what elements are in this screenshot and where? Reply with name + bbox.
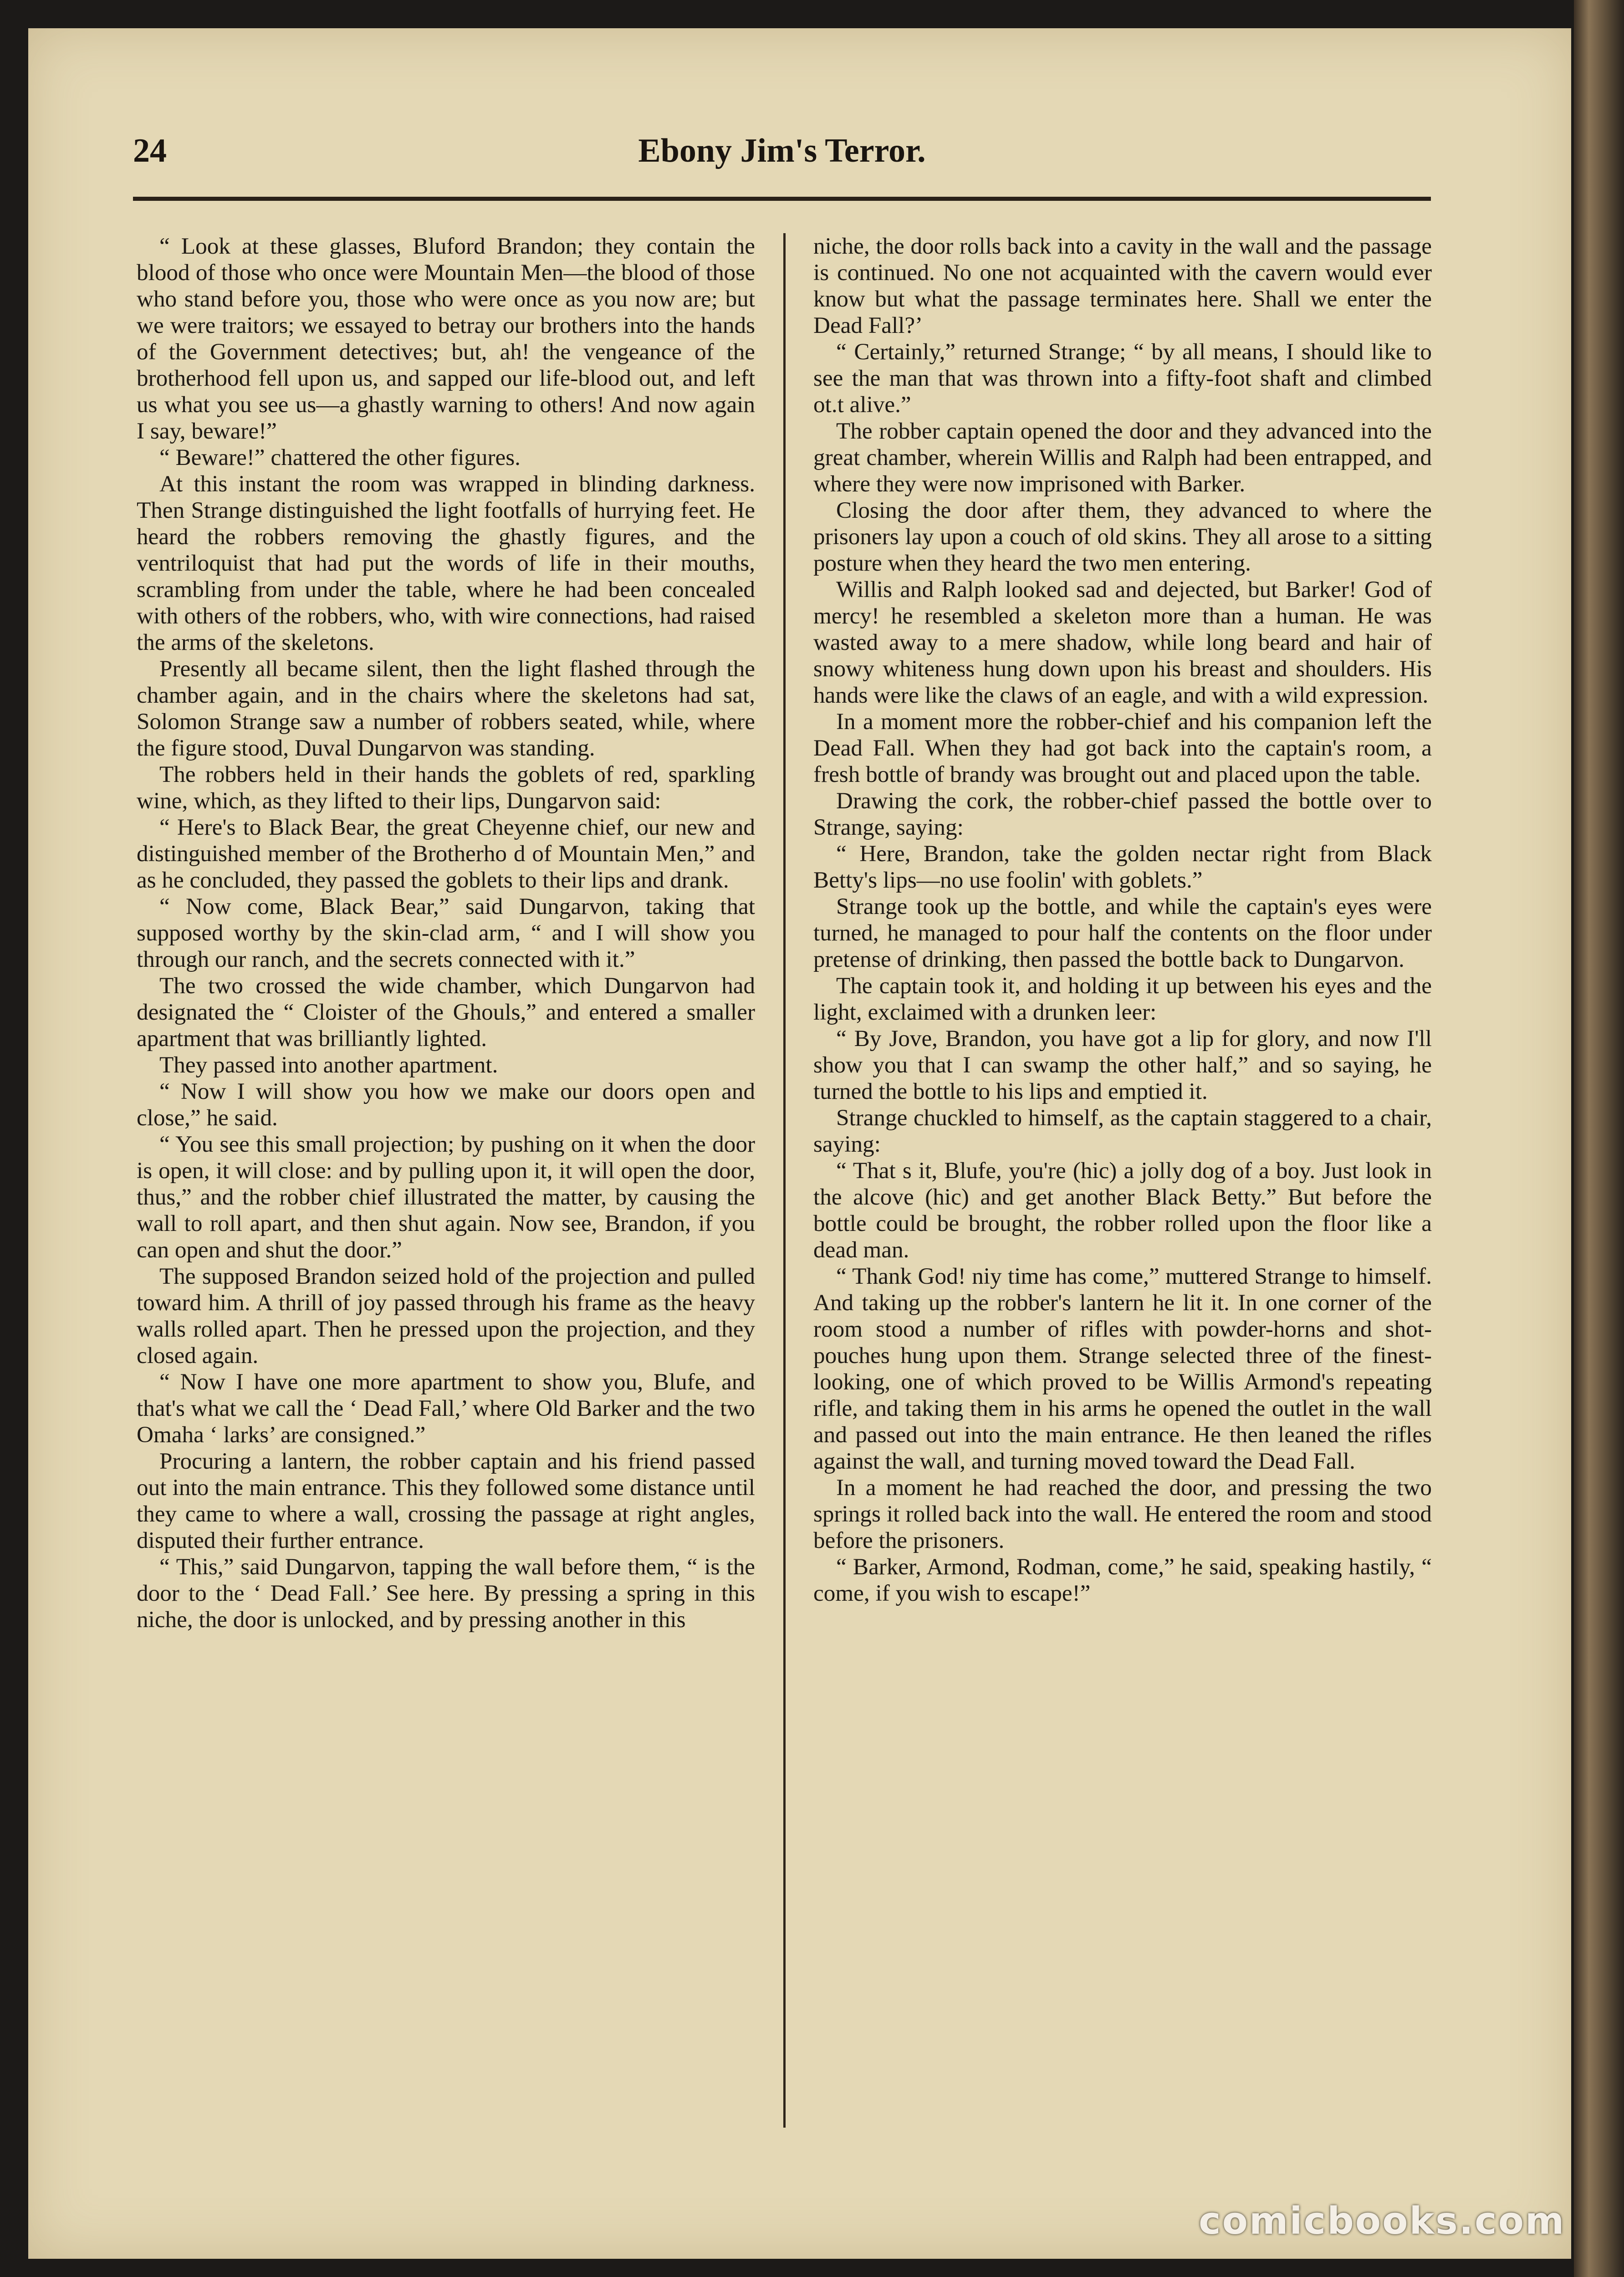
watermark-text: comicbooks.com — [1199, 2200, 1566, 2243]
paragraph: They passed into another apartment. — [159, 1052, 498, 1078]
paragraph: “ Barker, Armond, Rodman, come,” he said, speaking hastily, “ come, if you wish to escape!” — [813, 1554, 1432, 1606]
paragraph: “ You see this small projection; by pushing on it when the door is open, it will close: and by pulling upon it, it will open the door, thus,” and the robber chief illustrated the matter, by causing the wall to roll apart, and then shut again. Now see, Brandon, if you can open and shut the door.” — [137, 1131, 755, 1263]
left-column — [137, 233, 755, 2132]
paragraph: “ Beware!” chattered the other figures. — [159, 444, 521, 470]
paragraph: niche, the door rolls back into a cavity in the wall and the passage is continued. No one not acquainted with the cavern would ever know but what the passage terminates here. Shall we enter the Dead Fall?’ — [813, 233, 1432, 338]
paragraph: Procuring a lantern, the robber captain and his friend passed out into the main entrance. This they followed some distance until they came to where a wall, crossing the passage at right angles, disputed their further entrance. — [137, 1448, 755, 1553]
running-title: Ebony Jim's Terror. — [638, 132, 926, 169]
paragraph: “ Thank God! niy time has come,” muttered Strange to himself. And taking up the robber's lantern he lit it. In one corner of the room stood a number of rifles with powder-horns and shot-pouches hung upon them. Strange selected three of the finest-looking, one of which proved to be Willis Armond's repeating rifle, and taking them in his arms he opened the outlet in the wall and passed out into the main entrance. He then leaned the rifles against the wall, and turning moved toward the Dead Fall. — [813, 1263, 1432, 1474]
paragraph: The robbers held in their hands the goblets of red, sparkling wine, which, as they lifted to their lips, Dungarvon said: — [137, 761, 755, 814]
paragraph: At this instant the room was wrapped in blinding darkness. Then Strange distinguished the light footfalls of hurrying feet. He heard the robbers removing the ghastly figures, and the ventriloquist that had put the words of life in their mouths, scrambling from under the table, where he had been concealed with others of the robbers, who, with wire connections, had raised the arms of the skeletons. — [137, 471, 755, 655]
paragraph: Strange chuckled to himself, as the captain staggered to a chair, saying: — [813, 1105, 1432, 1157]
paragraph: “ By Jove, Brandon, you have got a lip for glory, and now I'll show you that I can swamp the other half,” and so saying, he turned the bottle to his lips and emptied it. — [813, 1026, 1432, 1104]
paragraph: “ Now come, Black Bear,” said Dungarvon, taking that supposed worthy by the skin-clad arm, “ and I will show you through our ranch, and the secrets connected with it.” — [137, 893, 755, 972]
paragraph: Willis and Ralph looked sad and dejected, but Barker! God of mercy! he resembled a skeleton more than a human. He was wasted away to a mere shadow, while long beard and hair of snowy whiteness hung down upon his breast and shoulders. His hands were like the claws of an eagle, and with a wild expression. — [813, 577, 1432, 708]
paragraph: Closing the door after them, they advanced to where the prisoners lay upon a couch of old skins. They all arose to a sitting posture when they heard the two men entering. — [813, 497, 1432, 576]
watermark — [1199, 2200, 1596, 2250]
paragraph: In a moment he had reached the door, and pressing the two springs it rolled back into the wall. He entered the room and stood before the prisoners. — [813, 1475, 1432, 1553]
paragraph: The robber captain opened the door and they advanced into the great chamber, wherein Willis and Ralph had been entrapped, and where they were now imprisoned with Barker. — [813, 418, 1432, 497]
paragraph: “ Here's to Black Bear, the great Cheyenne chief, our new and distinguished member of the Brotherho d of Mountain Men,” and as he concluded, they passed the goblets to their lips and drank. — [137, 814, 755, 893]
header-rule — [133, 197, 1431, 201]
paragraph: “ Here, Brandon, take the golden nectar right from Black Betty's lips—no use foolin' with goblets.” — [813, 841, 1432, 893]
page-number: 24 — [133, 132, 167, 169]
paragraph: “ Now I have one more apartment to show you, Blufe, and that's what we call the ‘ Dead Fall,’ where Old Barker and the two Omaha ‘ larks’ are consigned.” — [137, 1369, 755, 1448]
paragraph: The captain took it, and holding it up between his eyes and the light, exclaimed with a drunken leer: — [813, 973, 1432, 1025]
paragraph: “ That s it, Blufe, you're (hic) a jolly dog of a boy. Just look in the alcove (hic) and get another Black Betty.” But before the bottle could be brought, the robber rolled upon the floor like a dead man. — [813, 1158, 1432, 1263]
paragraph: In a moment more the robber-chief and his companion left the Dead Fall. When they had got back into the captain's room, a fresh bottle of brandy was brought out and placed upon the table. — [813, 709, 1432, 787]
paragraph: The supposed Brandon seized hold of the projection and pulled toward him. A thrill of joy passed through his frame as the heavy walls rolled apart. Then he pressed upon the projection, and they closed again. — [137, 1263, 755, 1368]
paragraph: Drawing the cork, the robber-chief passed the bottle over to Strange, saying: — [813, 788, 1432, 840]
paragraph: The two crossed the wide chamber, which Dungarvon had designated the “ Cloister of the Ghouls,” and entered a smaller apartment that was brilliantly lighted. — [137, 973, 755, 1052]
paragraph: “ Now I will show you how we make our doors open and close,” he said. — [137, 1078, 755, 1131]
paragraph: “ Look at these glasses, Bluford Brandon; they contain the blood of those who once were Mountain Men—the blood of those who stand before you, those who were once as you now are; but we were traitors; we essayed to betray our brothers into the hands of the Government detectives; but, ah! the vengeance of the brotherhood fell upon us, and sapped our life-blood out, and left us what you see us—a ghastly warning to others! And now again I say, beware!” — [137, 233, 755, 444]
page-header — [133, 126, 1431, 185]
paragraph: Presently all became silent, then the light flashed through the chamber again, and in the chairs where the skeletons had sat, Solomon Strange saw a number of robbers seated, while, where the figure stood, Duval Dungarvon was standing. — [137, 656, 755, 761]
paragraph: Strange took up the bottle, and while the captain's eyes were turned, he managed to pour half the contents on the floor under pretense of drinking, then passed the bottle back to Dungarvon. — [813, 893, 1432, 972]
paragraph: “ This,” said Dungarvon, tapping the wall before them, “ is the door to the ‘ Dead Fall.’ See here. By pressing a spring in this niche, the door is unlocked, and by pressing another in this — [137, 1554, 755, 1633]
paragraph: “ Certainly,” returned Strange; “ by all means, I should like to see the man that was thrown into a fifty-foot shaft and climbed ot.t alive.” — [813, 339, 1432, 418]
column-divider — [783, 233, 786, 2128]
book-binding — [1574, 0, 1624, 2277]
right-column — [813, 233, 1432, 2132]
